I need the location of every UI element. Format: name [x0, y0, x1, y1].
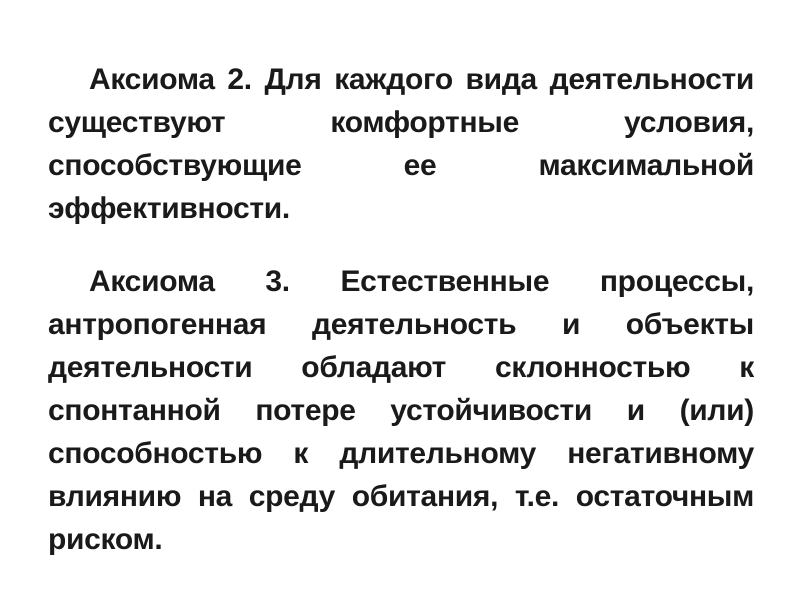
slide-body: [48, 58, 754, 561]
axiom-3-paragraph: Аксиома 3. Естественные процессы, антропогенная деятельность и объекты деятельности обладают склонностью к спонтанной потере устойчивости и (или) способностью к длительному негативному влиянию на среду обитания, т.е. остаточным риском.: [48, 265, 754, 556]
axiom-2-paragraph: Аксиома 2. Для каждого вида деятельности существуют комфортные условия, способствующие ее максимальной эффективности.: [48, 63, 754, 225]
